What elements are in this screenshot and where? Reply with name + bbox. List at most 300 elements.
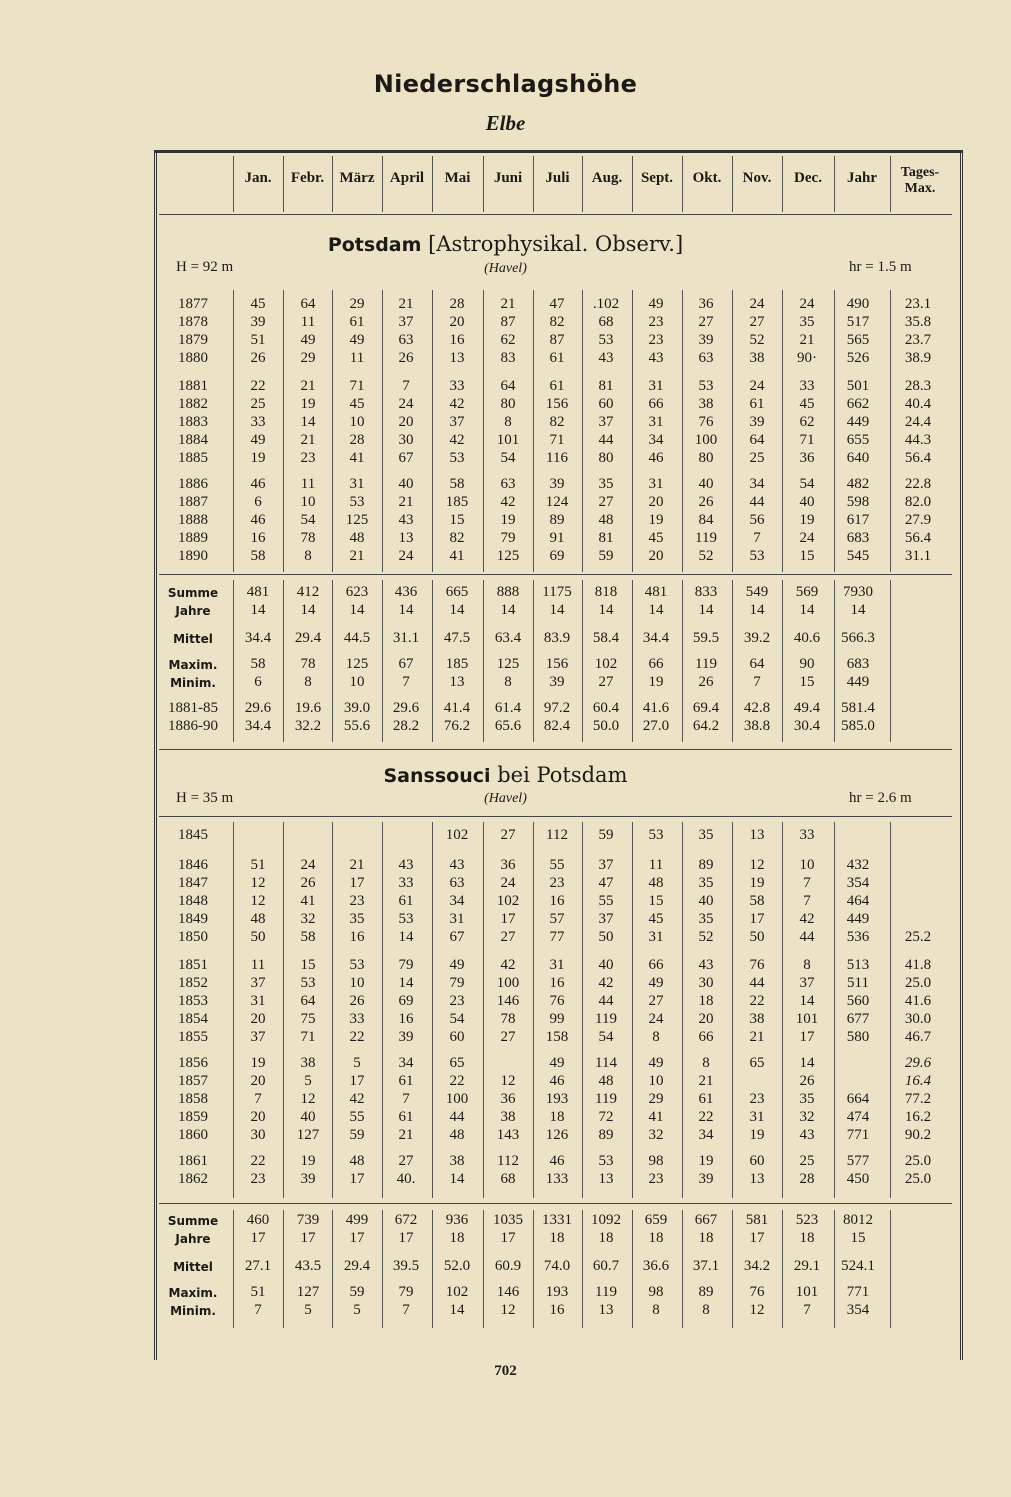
table-cell: 40 <box>698 476 714 492</box>
table-cell: 30 <box>398 432 414 448</box>
table-cell: 84 <box>698 512 714 528</box>
table-cell: 450 <box>846 1171 870 1187</box>
station-elevation: H = 35 m <box>176 790 234 806</box>
table-cell: 37 <box>598 857 614 873</box>
table-cell: 83.9 <box>543 630 571 646</box>
table-cell: 1092 <box>591 1212 621 1228</box>
table-cell: 30 <box>698 975 714 991</box>
table-cell: 8 <box>304 674 312 690</box>
table-top-rule <box>154 150 963 153</box>
table-cell: 71 <box>300 1029 316 1045</box>
table-cell: 35 <box>598 476 614 492</box>
table-cell: 44.5 <box>343 630 371 646</box>
table-cell: 42.8 <box>743 700 771 716</box>
table-cell: 40 <box>398 476 414 492</box>
table-cell: 58 <box>250 656 266 672</box>
summary-label: Mittel <box>173 632 213 646</box>
table-cell: 42 <box>449 432 465 448</box>
summary-label: Maxim. <box>168 1286 218 1300</box>
column-header: Sept. <box>640 170 674 186</box>
table-cell: 20 <box>250 1011 266 1027</box>
table-cell: 51 <box>250 332 266 348</box>
river-name: (Havel) <box>484 261 527 276</box>
table-row <box>0 1091 1011 1109</box>
table-cell: 24 <box>749 378 765 394</box>
table-cell: 37 <box>449 414 465 430</box>
table-cell: 12 <box>250 875 266 891</box>
table-cell: 102 <box>445 827 469 843</box>
table-cell: 30.0 <box>904 1011 932 1027</box>
table-cell: 8 <box>504 414 512 430</box>
table-cell: 577 <box>846 1153 870 1169</box>
table-cell: 83 <box>500 350 516 366</box>
table-cell: 81 <box>598 378 614 394</box>
table-cell: 53 <box>349 957 365 973</box>
table-cell: 66 <box>648 656 664 672</box>
table-cell: 24 <box>799 296 815 312</box>
table-cell: 569 <box>795 584 819 600</box>
year-label: 1884 <box>178 432 208 448</box>
table-cell: 114 <box>595 1055 617 1071</box>
table-cell: 580 <box>846 1029 870 1045</box>
table-cell: 61 <box>549 350 565 366</box>
table-cell: 27 <box>500 1029 516 1045</box>
table-cell: 665 <box>445 584 469 600</box>
table-cell: 25.0 <box>904 1153 932 1169</box>
table-row <box>0 530 1011 548</box>
table-cell: 40 <box>799 494 815 510</box>
table-cell: 31 <box>449 911 465 927</box>
table-cell: 21 <box>349 548 365 564</box>
table-cell: 23 <box>449 993 465 1009</box>
table-cell: 101 <box>795 1011 819 1027</box>
table-cell: 28.2 <box>392 718 420 734</box>
column-header: Nov. <box>742 170 772 186</box>
table-cell: 21 <box>698 1073 714 1089</box>
table-cell: 43 <box>799 1127 815 1143</box>
table-cell: 33 <box>799 827 815 843</box>
column-header: Jan. <box>244 170 272 186</box>
table-cell: 19 <box>749 1127 765 1143</box>
table-cell: 42 <box>349 1091 365 1107</box>
year-label: 1858 <box>178 1091 208 1107</box>
table-cell: 17 <box>500 1230 516 1246</box>
year-label: 1888 <box>178 512 208 528</box>
table-cell: 15 <box>850 1230 866 1246</box>
table-cell: 51 <box>250 1284 266 1300</box>
table-cell: 101 <box>795 1284 819 1300</box>
table-cell: 21 <box>799 332 815 348</box>
table-row <box>0 450 1011 468</box>
table-cell: 76 <box>698 414 714 430</box>
table-cell: 82 <box>549 414 565 430</box>
table-cell: 14 <box>799 602 815 618</box>
table-cell: 13 <box>749 827 765 843</box>
table-cell: 17 <box>500 911 516 927</box>
table-cell: 24 <box>300 857 316 873</box>
column-header: Dec. <box>794 170 822 186</box>
table-cell: 39 <box>698 332 714 348</box>
table-cell: 56.4 <box>904 450 932 466</box>
table-cell: 98 <box>648 1153 664 1169</box>
table-cell: 499 <box>345 1212 369 1228</box>
table-cell: 127 <box>296 1127 320 1143</box>
table-cell: 30.4 <box>793 718 821 734</box>
table-cell: 490 <box>846 296 870 312</box>
table-cell: 23 <box>300 450 316 466</box>
table-cell: 24 <box>398 396 414 412</box>
table-cell: 17 <box>349 875 365 891</box>
station-title <box>0 232 1011 256</box>
table-cell: 640 <box>846 450 870 466</box>
summary-label: Summe <box>167 586 219 600</box>
table-cell: 58 <box>250 548 266 564</box>
table-cell: 739 <box>296 1212 320 1228</box>
gauge-height: hr = 1.5 m <box>849 259 912 275</box>
table-cell: 17 <box>250 1230 266 1246</box>
table-cell: 659 <box>644 1212 668 1228</box>
table-cell: 1175 <box>542 584 572 600</box>
year-label: 1887 <box>178 494 208 510</box>
column-header: Juni <box>493 170 523 186</box>
table-cell: 27 <box>698 314 714 330</box>
table-cell: 90· <box>797 350 817 366</box>
table-cell: 16 <box>449 332 465 348</box>
table-row <box>0 630 1011 648</box>
table-cell: 76 <box>749 957 765 973</box>
year-label: 1860 <box>178 1127 208 1143</box>
table-cell: 39 <box>549 674 565 690</box>
table-cell: 14 <box>250 602 266 618</box>
table-cell: 46 <box>549 1153 565 1169</box>
table-cell: 21 <box>300 432 316 448</box>
table-cell: 481 <box>644 584 668 600</box>
table-rule <box>159 1203 952 1204</box>
table-cell: 35 <box>698 875 714 891</box>
year-label: 1852 <box>178 975 208 991</box>
table-cell: 45 <box>799 396 815 412</box>
table-cell: 43 <box>398 512 414 528</box>
table-cell: 18 <box>549 1230 565 1246</box>
table-cell: 22 <box>749 993 765 1009</box>
table-cell: 36.6 <box>642 1258 670 1274</box>
table-cell: 12 <box>500 1073 516 1089</box>
table-cell: 15 <box>300 957 316 973</box>
table-row <box>0 957 1011 975</box>
table-cell: 60 <box>598 396 614 412</box>
table-cell: 69 <box>398 993 414 1009</box>
table-cell: 125 <box>496 548 520 564</box>
table-cell: 45 <box>250 296 266 312</box>
table-cell: 42 <box>449 396 465 412</box>
table-cell: 26 <box>300 875 316 891</box>
station-title <box>0 763 1011 787</box>
table-cell: 36 <box>799 450 815 466</box>
table-cell: 10 <box>349 975 365 991</box>
table-row <box>0 1258 1011 1276</box>
table-cell: 474 <box>846 1109 870 1125</box>
table-cell: 14 <box>850 602 866 618</box>
table-cell: 61 <box>398 1109 414 1125</box>
table-cell: 55 <box>549 857 565 873</box>
table-cell: 19.6 <box>294 700 322 716</box>
table-cell: 10 <box>300 494 316 510</box>
table-cell: 41 <box>648 1109 664 1125</box>
table-cell: 99 <box>549 1011 565 1027</box>
table-cell: 41 <box>300 893 316 909</box>
table-cell: 67 <box>398 656 414 672</box>
table-cell: 61 <box>349 314 365 330</box>
table-cell: 125 <box>496 656 520 672</box>
table-cell: 39 <box>250 314 266 330</box>
table-cell: 10 <box>648 1073 664 1089</box>
table-row <box>0 700 1011 718</box>
table-cell: 677 <box>846 1011 870 1027</box>
table-cell: 5 <box>304 1302 312 1318</box>
table-cell: 29.1 <box>793 1258 821 1274</box>
table-cell: 49 <box>648 975 664 991</box>
table-row <box>0 893 1011 911</box>
table-cell: 5 <box>353 1302 361 1318</box>
table-cell: 38 <box>300 1055 316 1071</box>
table-cell: 64.2 <box>692 718 720 734</box>
table-cell: 48 <box>598 512 614 528</box>
table-cell: 7 <box>402 1302 410 1318</box>
table-cell: 38 <box>749 1011 765 1027</box>
table-cell: 14 <box>500 602 516 618</box>
table-cell: 41.6 <box>904 993 932 1009</box>
table-cell: 20 <box>648 548 664 564</box>
table-cell: 63 <box>449 875 465 891</box>
table-row <box>0 857 1011 875</box>
table-cell: 156 <box>545 396 569 412</box>
table-cell: 33 <box>349 1011 365 1027</box>
table-cell: 82.4 <box>543 718 571 734</box>
table-cell: 19 <box>648 512 664 528</box>
year-label: 1880 <box>178 350 208 366</box>
table-cell: 53 <box>398 911 414 927</box>
table-cell: 464 <box>846 893 870 909</box>
table-cell: 32 <box>648 1127 664 1143</box>
table-cell: 14 <box>549 602 565 618</box>
table-cell: 23 <box>349 893 365 909</box>
table-cell: 20 <box>449 314 465 330</box>
table-cell: 49 <box>449 957 465 973</box>
table-cell: 20 <box>250 1073 266 1089</box>
table-cell: 23 <box>648 332 664 348</box>
table-cell: 72 <box>598 1109 614 1125</box>
table-cell: 59.5 <box>692 630 720 646</box>
table-cell: 193 <box>545 1284 569 1300</box>
table-cell: 23 <box>749 1091 765 1107</box>
table-cell: 143 <box>496 1127 520 1143</box>
table-cell: 124 <box>545 494 569 510</box>
table-cell: 26 <box>698 674 714 690</box>
table-row <box>0 1073 1011 1091</box>
table-cell: 125 <box>345 512 369 528</box>
table-cell: 13 <box>598 1171 614 1187</box>
table-cell: 22 <box>449 1073 465 1089</box>
table-cell: 34 <box>648 432 664 448</box>
year-label: 1849 <box>178 911 208 927</box>
table-cell: 38 <box>698 396 714 412</box>
table-cell: 655 <box>846 432 870 448</box>
year-label: 1878 <box>178 314 208 330</box>
summary-label: Maxim. <box>168 658 218 672</box>
table-cell: 23.7 <box>904 332 932 348</box>
table-cell: 34.4 <box>244 630 272 646</box>
table-cell: 18 <box>549 1109 565 1125</box>
table-cell: 18 <box>698 993 714 1009</box>
table-cell: 68 <box>500 1171 516 1187</box>
table-cell: 14 <box>398 602 414 618</box>
table-cell: 39.0 <box>343 700 371 716</box>
table-cell: 16.4 <box>904 1073 932 1089</box>
table-row <box>0 512 1011 530</box>
table-cell: 101 <box>496 432 520 448</box>
table-cell: 23 <box>549 875 565 891</box>
table-cell: 42 <box>500 957 516 973</box>
table-cell: 10 <box>349 414 365 430</box>
table-cell: 7 <box>803 1302 811 1318</box>
year-label: 1877 <box>178 296 208 312</box>
table-cell: 47 <box>549 296 565 312</box>
table-cell: 74.0 <box>543 1258 571 1274</box>
table-cell: 29.4 <box>343 1258 371 1274</box>
table-cell: 14 <box>799 993 815 1009</box>
table-cell: 22 <box>250 1153 266 1169</box>
station-name: Sanssouci <box>383 765 491 787</box>
page-title: Niederschlagshöhe <box>373 70 638 98</box>
year-label: 1848 <box>178 893 208 909</box>
table-cell: 48 <box>449 1127 465 1143</box>
table-cell: 54 <box>598 1029 614 1045</box>
table-cell: 49 <box>300 332 316 348</box>
table-cell: 581.4 <box>841 700 875 716</box>
table-row <box>0 1011 1011 1029</box>
table-cell: 29.4 <box>294 630 322 646</box>
table-cell: 60 <box>749 1153 765 1169</box>
table-cell: 27 <box>500 827 516 843</box>
table-cell: 79 <box>449 975 465 991</box>
table-cell: 66 <box>698 1029 714 1045</box>
table-cell: 48 <box>598 1073 614 1089</box>
table-cell: 44.3 <box>904 432 932 448</box>
year-label: 1854 <box>178 1011 208 1027</box>
table-cell: 44 <box>799 929 815 945</box>
table-cell: 7 <box>254 1091 262 1107</box>
table-cell: 26 <box>349 993 365 1009</box>
table-cell: 517 <box>846 314 870 330</box>
table-cell: 15 <box>799 548 815 564</box>
table-cell: 8 <box>504 674 512 690</box>
column-header: Febr. <box>290 170 325 186</box>
table-cell: 21 <box>500 296 516 312</box>
year-label: 1847 <box>178 875 208 891</box>
table-row <box>0 584 1011 602</box>
summary-label: 1881-85 <box>168 700 218 716</box>
table-cell: 565 <box>846 332 870 348</box>
table-cell: 31 <box>648 476 664 492</box>
table-cell: 13 <box>449 674 465 690</box>
table-cell: 14 <box>598 602 614 618</box>
table-cell: 35 <box>349 911 365 927</box>
table-cell: 16.2 <box>904 1109 932 1125</box>
table-cell: 27 <box>598 494 614 510</box>
table-cell: 53 <box>698 378 714 394</box>
table-cell: 64 <box>749 656 765 672</box>
table-cell: 30 <box>250 1127 266 1143</box>
table-cell: 22.8 <box>904 476 932 492</box>
table-cell: 44 <box>598 993 614 1009</box>
table-cell: 17 <box>349 1073 365 1089</box>
table-cell: 65 <box>749 1055 765 1071</box>
table-cell: 78 <box>500 1011 516 1027</box>
table-cell: 62 <box>500 332 516 348</box>
table-cell: 560 <box>846 993 870 1009</box>
table-cell: 27 <box>749 314 765 330</box>
table-cell: 61.4 <box>494 700 522 716</box>
table-cell: 24.4 <box>904 414 932 430</box>
table-cell: 14 <box>300 602 316 618</box>
table-cell: 34.4 <box>244 718 272 734</box>
table-cell: 16 <box>250 530 266 546</box>
table-cell: 59 <box>598 827 614 843</box>
year-label: 1851 <box>178 957 208 973</box>
table-cell: 32.2 <box>294 718 322 734</box>
table-cell: 40. <box>396 1171 416 1187</box>
table-cell: 771 <box>846 1127 870 1143</box>
table-cell: 545 <box>846 548 870 564</box>
table-row <box>0 1029 1011 1047</box>
table-cell: 24 <box>749 296 765 312</box>
table-cell: 14 <box>398 929 414 945</box>
table-cell: 64 <box>749 432 765 448</box>
table-cell: 81 <box>598 530 614 546</box>
table-cell: 354 <box>846 875 870 891</box>
table-cell: 20 <box>398 414 414 430</box>
table-cell: 15 <box>799 674 815 690</box>
table-cell: 82 <box>549 314 565 330</box>
table-cell: 49 <box>549 1055 565 1071</box>
table-cell: 58 <box>449 476 465 492</box>
table-cell: 16 <box>398 1011 414 1027</box>
table-cell: 49 <box>349 332 365 348</box>
table-cell: 26 <box>398 350 414 366</box>
table-cell: 18 <box>598 1230 614 1246</box>
table-cell: 102 <box>594 656 618 672</box>
table-row <box>0 1212 1011 1230</box>
table-cell: 53 <box>349 494 365 510</box>
table-cell: 14 <box>449 1302 465 1318</box>
table-cell: 14 <box>749 602 765 618</box>
table-cell: 26 <box>698 494 714 510</box>
table-cell: 119 <box>695 656 717 672</box>
table-cell: 61 <box>749 396 765 412</box>
table-cell: 112 <box>497 1153 519 1169</box>
page-number: 702 <box>494 1363 517 1379</box>
table-cell: 40 <box>300 1109 316 1125</box>
table-cell: 127 <box>296 1284 320 1300</box>
table-cell: 46 <box>648 450 664 466</box>
table-row <box>0 1153 1011 1171</box>
table-cell: 65.6 <box>494 718 522 734</box>
table-cell: 888 <box>496 584 520 600</box>
table-cell: 29.6 <box>244 700 272 716</box>
table-cell: 71 <box>799 432 815 448</box>
table-cell: 185 <box>445 656 469 672</box>
table-cell: 38.8 <box>743 718 771 734</box>
